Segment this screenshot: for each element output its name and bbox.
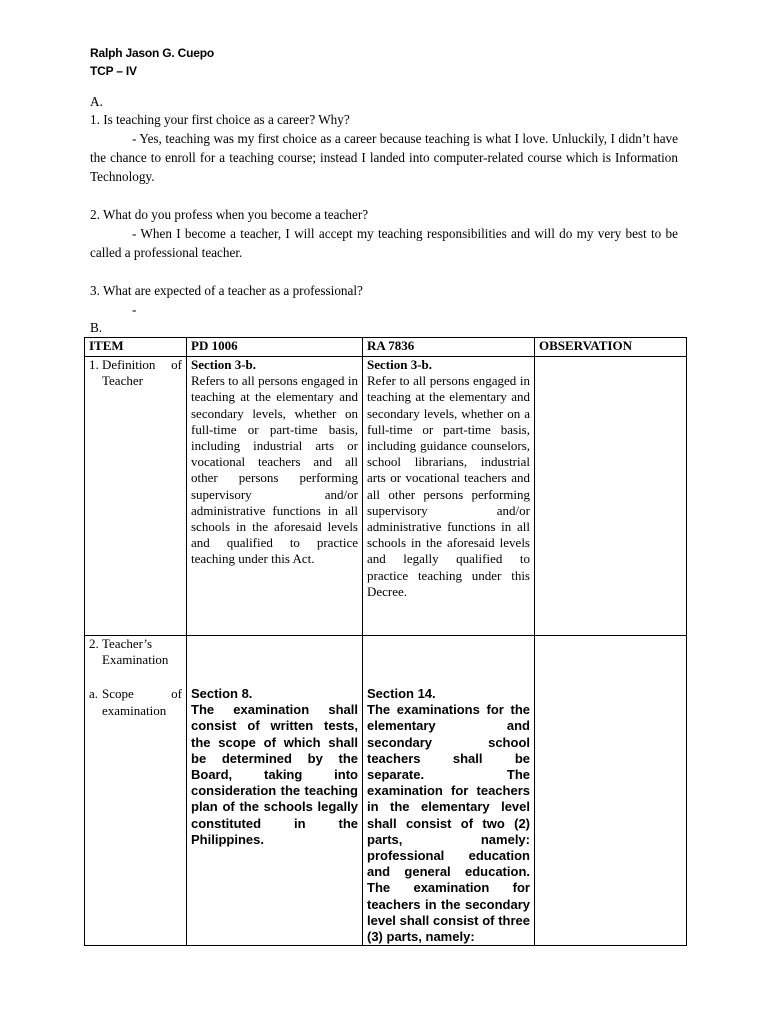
row2-item-cell [85,636,187,946]
row1-ra-text: Refer to all persons engaged in teaching at the elementary and secondary levels, whether on a full-time or part-time basis, including guidance counselors, school librarians, industrial arts or vocational teachers and all other persons performing supervisory and/or administrative functions in all schools in the aforesaid levels and legally qualified to practice teaching under this Decree. [367,373,530,599]
section-a-label: A. [90,94,103,109]
comparison-table [84,337,687,946]
answer-2: - When I become a teacher, I will accept my teaching responsibilities and will do my very best to be called a professional teacher. [90,226,678,260]
row2-pd-cell [187,636,363,946]
table-header-row [85,338,687,357]
question-2: 2. What do you profess when you become a teacher? [90,207,369,222]
course-code: TCP – IV [90,64,137,78]
row1-ra-cell [363,357,535,636]
header-item: ITEM [85,338,187,357]
header-pd-1006: PD 1006 [187,338,363,357]
row2-observation-cell [535,636,687,946]
section-b-label: B. [90,320,103,335]
row1-pd-text: Refers to all persons engaged in teaching at the elementary and secondary levels, whether on full-time or part-time basis, including industrial arts or vocational teachers and all other persons performing supervisory and/or administrative functions in all schools in the aforesaid levels and qualified to practice teaching under this Act. [191,373,358,567]
row1-observation-cell [535,357,687,636]
row1-pd-cell [187,357,363,636]
row1-item-number: 1. [89,357,99,372]
author-name: Ralph Jason G. Cuepo [90,46,215,60]
row2-item-label: Teacher’s Examination [102,636,169,668]
question-3: 3. What are expected of a teacher as a professional? [90,283,363,298]
row1-item-label: Definition of Teacher [102,357,182,389]
row2-subitem-label: Scope of examination [102,686,182,718]
row2-pd-section: Section 8. [191,686,253,701]
row2-pd-text: The examination shall consist of written tests, the scope of which shall be determined by the Board, taking into consideration the teaching plan of the schools legally constituted in the Philippines. [191,702,358,847]
row2-ra-text: The examinations for the elementary and secondary school teachers shall be separate. The examination for teachers in the elementary level shall consist of two (2) parts, namely: professional education and general education. The examination for teachers in the secondary level shall consist of three (3) parts, namely: [367,702,530,945]
answer-1: - Yes, teaching was my first choice as a career because teaching is what I love. Unluckily, I didn’t have the chance to enroll for a teaching course; instead I landed into computer-related course which is Information Technology. [90,131,678,184]
row2-item-number: 2. [89,636,99,651]
answer-3: - [132,302,137,317]
question-1: 1. Is teaching your first choice as a career? Why? [90,112,350,127]
row1-item-cell [85,357,187,636]
row2-ra-cell [363,636,535,946]
row1-ra-section: Section 3-b. [367,357,432,372]
row2-ra-section: Section 14. [367,686,436,701]
row2-subitem-number: a. [89,686,99,702]
header-observation: OBSERVATION [535,338,687,357]
header-ra-7836: RA 7836 [363,338,535,357]
table-row [85,636,687,946]
table-row [85,357,687,636]
row1-pd-section: Section 3-b. [191,357,256,372]
